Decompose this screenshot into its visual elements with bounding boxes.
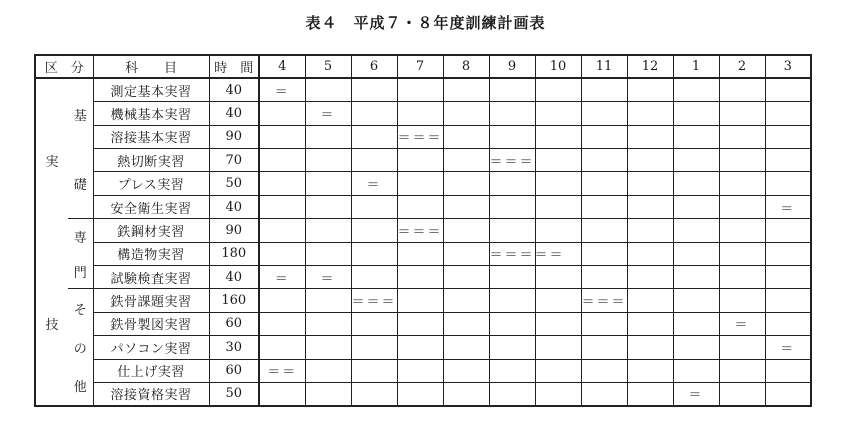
month-cell xyxy=(443,78,489,101)
month-cell xyxy=(351,195,397,218)
month-cell xyxy=(581,266,627,289)
subcategory-char: 他 xyxy=(73,380,87,396)
month-cell xyxy=(397,242,443,265)
month-cell xyxy=(443,219,489,242)
month-cell xyxy=(765,78,811,101)
month-cell xyxy=(397,312,443,335)
month-cell xyxy=(305,219,351,242)
month-cell xyxy=(443,312,489,335)
month-cell xyxy=(443,266,489,289)
table-row xyxy=(35,266,811,289)
month-cell xyxy=(765,336,811,359)
subject-cell: 熱切断実習 xyxy=(93,149,209,172)
month-cell xyxy=(443,102,489,125)
month-cell xyxy=(627,219,673,242)
month-cell xyxy=(581,149,627,172)
schedule-mark: ＝ xyxy=(366,178,382,194)
month-cell xyxy=(305,172,351,195)
month-cell xyxy=(489,195,535,218)
month-cell xyxy=(443,382,489,405)
month-cell xyxy=(535,219,581,242)
month-cell xyxy=(489,149,535,172)
month-cell xyxy=(535,289,581,312)
month-cell xyxy=(581,78,627,101)
month-cell xyxy=(259,149,305,172)
month-cell xyxy=(351,289,397,312)
schedule-mark: ＝ xyxy=(320,107,336,123)
month-cell xyxy=(581,382,627,405)
subcategory-char: の xyxy=(73,341,87,357)
month-cell xyxy=(535,125,581,148)
month-cell xyxy=(581,312,627,335)
month-cell xyxy=(673,149,719,172)
month-cell xyxy=(397,149,443,172)
month-cell xyxy=(673,242,719,265)
month-cell xyxy=(765,266,811,289)
schedule-mark: ＝ xyxy=(780,201,796,217)
month-cell xyxy=(535,195,581,218)
schedule-mark: ＝ xyxy=(780,341,796,357)
subcategory-char: 礎 xyxy=(73,178,87,194)
header-category: 区 分 xyxy=(35,55,93,78)
month-cell xyxy=(765,289,811,312)
month-cell xyxy=(443,125,489,148)
month-cell xyxy=(581,219,627,242)
month-cell xyxy=(627,266,673,289)
month-cell xyxy=(765,382,811,405)
header-month: 7 xyxy=(397,55,443,78)
month-cell xyxy=(719,359,765,382)
header-month: 4 xyxy=(259,55,305,78)
header-month: 3 xyxy=(765,55,811,78)
month-cell xyxy=(535,336,581,359)
subcategory-char: 基 xyxy=(73,108,87,124)
subcategory-char: そ xyxy=(73,303,87,319)
month-cell xyxy=(719,382,765,405)
month-cell xyxy=(581,359,627,382)
month-cell xyxy=(351,336,397,359)
month-cell xyxy=(627,102,673,125)
header-month: 2 xyxy=(719,55,765,78)
month-cell xyxy=(765,172,811,195)
hours-cell: 60 xyxy=(209,359,259,382)
header-month: 6 xyxy=(351,55,397,78)
schedule-mark: ＝＝＝ xyxy=(397,224,443,240)
month-cell xyxy=(673,195,719,218)
subject-cell: 溶接基本実習 xyxy=(93,125,209,148)
month-cell xyxy=(351,266,397,289)
month-cell xyxy=(627,359,673,382)
subject-cell: 溶接資格実習 xyxy=(93,382,209,405)
month-cell xyxy=(305,312,351,335)
schedule-mark: ＝ xyxy=(274,271,290,287)
subcategory-sonota xyxy=(68,289,93,406)
subcategory-stack xyxy=(68,289,93,404)
hours-cell: 90 xyxy=(209,219,259,242)
month-cell xyxy=(627,149,673,172)
month-cell xyxy=(259,289,305,312)
month-cell xyxy=(305,289,351,312)
month-cell xyxy=(305,78,351,101)
month-cell xyxy=(397,289,443,312)
month-cell xyxy=(765,149,811,172)
header-month: 8 xyxy=(443,55,489,78)
month-cell xyxy=(305,359,351,382)
month-cell xyxy=(351,102,397,125)
month-cell xyxy=(489,359,535,382)
subcategory-stack xyxy=(68,219,93,288)
month-cell xyxy=(581,242,627,265)
month-cell xyxy=(351,242,397,265)
month-cell xyxy=(581,195,627,218)
month-cell xyxy=(259,125,305,148)
header-month: 10 xyxy=(535,55,581,78)
schedule-mark: ＝＝＝ xyxy=(351,295,397,311)
month-cell xyxy=(489,242,565,265)
month-cell xyxy=(673,359,719,382)
month-cell xyxy=(443,336,489,359)
month-cell xyxy=(489,289,535,312)
hours-cell: 70 xyxy=(209,149,259,172)
month-cell xyxy=(489,219,535,242)
month-cell xyxy=(305,195,351,218)
hours-cell: 50 xyxy=(209,172,259,195)
month-cell xyxy=(397,78,443,101)
month-cell xyxy=(259,102,305,125)
month-cell xyxy=(489,266,535,289)
table-row xyxy=(35,195,811,218)
month-cell xyxy=(581,125,627,148)
month-cell xyxy=(765,242,811,265)
hours-cell: 60 xyxy=(209,312,259,335)
month-cell xyxy=(765,102,811,125)
month-cell xyxy=(259,312,305,335)
schedule-mark: ＝＝＝ xyxy=(581,295,627,311)
month-cell xyxy=(673,289,719,312)
month-cell xyxy=(489,125,535,148)
month-cell xyxy=(351,172,397,195)
month-cell xyxy=(535,102,581,125)
month-cell xyxy=(259,336,305,359)
subject-cell: 安全衛生実習 xyxy=(93,195,209,218)
month-cell xyxy=(627,195,673,218)
month-cell xyxy=(673,336,719,359)
month-cell xyxy=(535,382,581,405)
month-cell xyxy=(581,289,627,312)
month-cell xyxy=(443,172,489,195)
month-cell xyxy=(673,382,719,405)
month-cell xyxy=(719,125,765,148)
month-cell xyxy=(351,219,397,242)
month-cell xyxy=(443,149,489,172)
hours-cell: 160 xyxy=(209,289,259,312)
hours-cell: 40 xyxy=(209,78,259,101)
month-cell xyxy=(627,125,673,148)
month-cell xyxy=(259,266,305,289)
month-cell xyxy=(535,149,581,172)
subcategory-char: 専 xyxy=(73,231,87,247)
hours-cell: 40 xyxy=(209,102,259,125)
month-cell xyxy=(765,219,811,242)
month-cell xyxy=(627,172,673,195)
month-cell xyxy=(305,336,351,359)
subject-cell: 仕上げ実習 xyxy=(93,359,209,382)
header-row xyxy=(35,55,811,78)
month-cell xyxy=(535,312,581,335)
category-stack xyxy=(36,79,68,404)
month-cell xyxy=(673,172,719,195)
schedule-mark: ＝＝ xyxy=(267,365,298,381)
month-cell xyxy=(719,336,765,359)
month-cell xyxy=(305,382,351,405)
subject-cell: 鉄骨課題実習 xyxy=(93,289,209,312)
header-month: 12 xyxy=(627,55,673,78)
header-month: 5 xyxy=(305,55,351,78)
subject-cell: パソコン実習 xyxy=(93,336,209,359)
month-cell xyxy=(305,102,351,125)
training-plan-table xyxy=(34,54,812,407)
month-cell xyxy=(719,289,765,312)
month-cell xyxy=(719,266,765,289)
subcategory-kiso xyxy=(68,78,93,218)
month-cell xyxy=(581,336,627,359)
subcategory-stack xyxy=(68,79,93,218)
month-cell xyxy=(719,312,765,335)
month-cell xyxy=(765,359,811,382)
header-hours: 時 間 xyxy=(209,55,259,78)
month-cell xyxy=(259,78,305,101)
table-title: 表４ 平成７・８年度訓練計画表 xyxy=(305,14,546,32)
month-cell xyxy=(627,336,673,359)
month-cell xyxy=(443,195,489,218)
month-cell xyxy=(627,78,673,101)
month-cell xyxy=(673,219,719,242)
month-cell xyxy=(397,382,443,405)
month-cell xyxy=(673,266,719,289)
month-cell xyxy=(627,242,673,265)
month-cell xyxy=(443,359,489,382)
month-cell xyxy=(397,266,443,289)
month-cell xyxy=(673,102,719,125)
month-cell xyxy=(627,312,673,335)
month-cell xyxy=(581,172,627,195)
month-cell xyxy=(765,195,811,218)
month-cell xyxy=(719,219,765,242)
month-cell xyxy=(535,172,581,195)
month-cell xyxy=(259,172,305,195)
month-cell xyxy=(305,149,351,172)
month-cell xyxy=(535,266,581,289)
month-cell xyxy=(397,219,443,242)
table-row xyxy=(35,382,811,405)
hours-cell: 50 xyxy=(209,382,259,405)
month-cell xyxy=(397,359,443,382)
subject-cell: 測定基本実習 xyxy=(93,78,209,101)
month-cell xyxy=(489,312,535,335)
month-cell xyxy=(489,382,535,405)
schedule-mark: ＝ xyxy=(274,84,290,100)
table-row xyxy=(35,219,811,242)
month-cell xyxy=(719,195,765,218)
month-cell xyxy=(535,359,581,382)
month-cell xyxy=(443,289,489,312)
month-cell xyxy=(719,172,765,195)
month-cell xyxy=(673,78,719,101)
header-subject: 科 目 xyxy=(93,55,209,78)
month-cell xyxy=(581,102,627,125)
month-cell xyxy=(489,78,535,101)
month-cell xyxy=(351,78,397,101)
month-cell xyxy=(443,242,489,265)
month-cell xyxy=(397,336,443,359)
month-cell xyxy=(259,195,305,218)
month-cell xyxy=(351,382,397,405)
schedule-mark: ＝＝＝ xyxy=(489,154,535,170)
month-cell xyxy=(673,125,719,148)
subcategory-char: 門 xyxy=(73,265,87,281)
subject-cell: 機械基本実習 xyxy=(93,102,209,125)
category-char: 技 xyxy=(45,317,59,333)
month-cell xyxy=(627,382,673,405)
month-cell xyxy=(719,149,765,172)
category-cell xyxy=(35,78,68,405)
month-cell xyxy=(397,125,443,148)
month-cell xyxy=(765,312,811,335)
month-cell xyxy=(719,242,765,265)
month-cell xyxy=(397,102,443,125)
month-cell xyxy=(627,289,673,312)
header-month: 1 xyxy=(673,55,719,78)
month-cell xyxy=(673,312,719,335)
hours-cell: 40 xyxy=(209,195,259,218)
month-cell xyxy=(765,125,811,148)
subject-cell: 鉄鋼材実習 xyxy=(93,219,209,242)
table-row xyxy=(35,102,811,125)
month-cell xyxy=(719,102,765,125)
schedule-mark: ＝ xyxy=(320,271,336,287)
schedule-mark: ＝＝＝ xyxy=(397,131,443,147)
subcategory-senmon xyxy=(68,219,93,289)
month-cell xyxy=(259,242,305,265)
month-cell xyxy=(259,219,305,242)
month-cell xyxy=(397,195,443,218)
table-row xyxy=(35,312,811,335)
month-cell xyxy=(305,242,351,265)
table-row xyxy=(35,289,811,312)
month-cell xyxy=(535,78,581,101)
schedule-mark: ＝ xyxy=(734,318,750,334)
category-char: 実 xyxy=(45,155,59,171)
subject-cell: 構造物実習 xyxy=(93,242,209,265)
month-cell xyxy=(719,78,765,101)
subject-cell: 試験検査実習 xyxy=(93,266,209,289)
schedule-mark: ＝＝＝＝＝ xyxy=(489,248,565,264)
month-cell xyxy=(351,149,397,172)
hours-cell: 40 xyxy=(209,266,259,289)
month-cell xyxy=(489,102,535,125)
month-cell xyxy=(305,266,351,289)
table-row xyxy=(35,149,811,172)
month-cell xyxy=(259,382,305,405)
table-row xyxy=(35,336,811,359)
hours-cell: 30 xyxy=(209,336,259,359)
hours-cell: 90 xyxy=(209,125,259,148)
month-cell xyxy=(489,172,535,195)
hours-cell: 180 xyxy=(209,242,259,265)
table-row xyxy=(35,242,811,265)
month-cell xyxy=(351,125,397,148)
table-row xyxy=(35,78,811,101)
month-cell xyxy=(351,359,397,382)
schedule-mark: ＝ xyxy=(688,388,704,404)
month-cell xyxy=(305,125,351,148)
table-row xyxy=(35,359,811,382)
month-cell xyxy=(489,336,535,359)
header-month: 9 xyxy=(489,55,535,78)
subject-cell: プレス実習 xyxy=(93,172,209,195)
month-cell xyxy=(351,312,397,335)
header-month: 11 xyxy=(581,55,627,78)
table-row xyxy=(35,125,811,148)
table-row xyxy=(35,172,811,195)
subject-cell: 鉄骨製図実習 xyxy=(93,312,209,335)
month-cell xyxy=(259,359,305,382)
month-cell xyxy=(397,172,443,195)
